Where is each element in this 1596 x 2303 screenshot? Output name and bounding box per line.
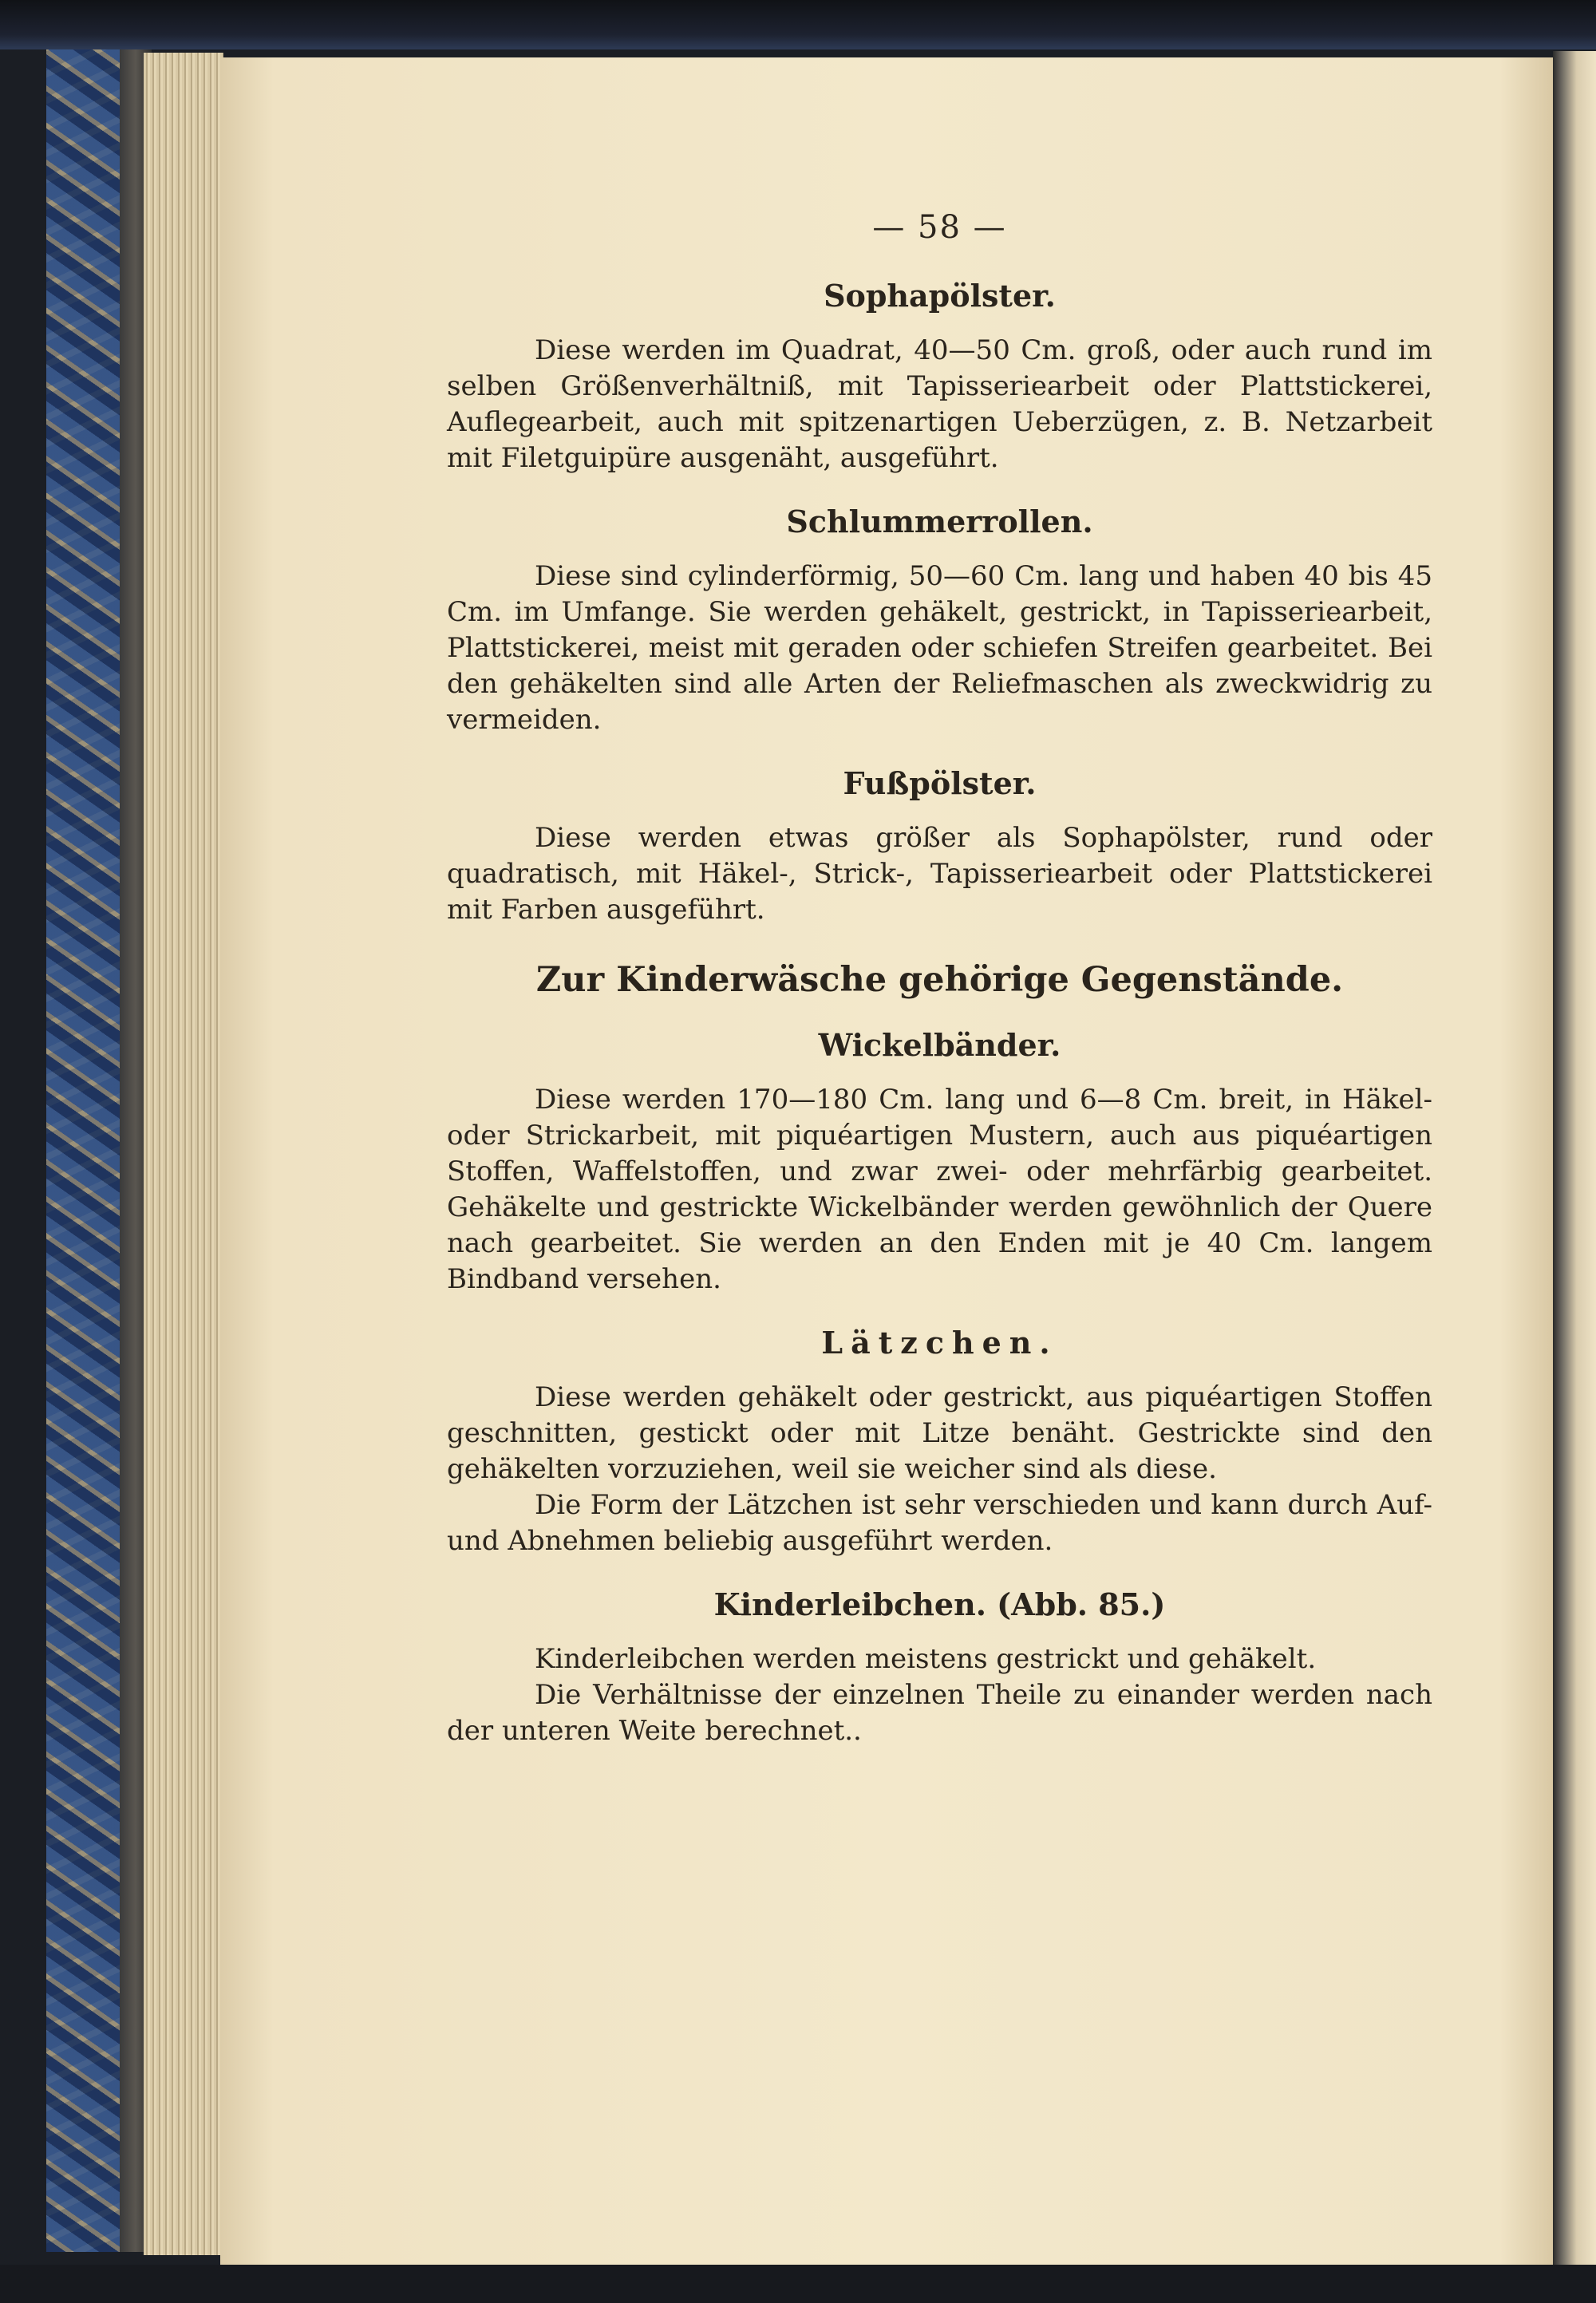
heading-schlummerrollen: Schlummerrollen. <box>786 504 1093 539</box>
page-number: — 58 — <box>872 209 1007 246</box>
scan-background-bottom <box>0 2265 1596 2303</box>
heading-wickelbaender: Wickelbänder. <box>818 1027 1061 1063</box>
paragraph-sophapoelster: Diese werden im Quadrat, 40—50 Cm. groß, oder auch rund im selben Größenverhältniß, mit Tapisseriearbeit oder Plattstickerei, Auflegearbeit, auch mit spitzenartigen Ueberzügen, z. B. Netzarbeit mit Filetguipüre ausgenäht, ausgeführt. <box>447 334 1432 474</box>
paragraph-fusspoelster: Diese werden etwas größer als Sophapölster, rund oder quadratisch, mit Häkel-, Strick-, Tapisseriearbeit oder Plattstickerei mit Farben ausgeführt. <box>447 822 1432 926</box>
chapter-heading: Zur Kinderwäsche gehörige Gegenstände. <box>535 960 1344 1000</box>
paragraph-schlummerrollen: Diese sind cylinderförmig, 50—60 Cm. lang und haben 40 bis 45 Cm. im Umfange. Sie werden gehäkelt, gestrickt, in Tapisseriearbeit, Plattstickerei, meist mit geraden oder schiefen Streifen gearbeitet. Bei den gehäkelten sind alle Arten der Reliefmaschen als zweckwidrig zu vermeiden. <box>447 560 1432 736</box>
heading-sophapoelster: Sophapölster. <box>824 278 1056 314</box>
heading-laetzchen: Lätzchen. <box>821 1325 1058 1361</box>
heading-fusspoelster: Fußpölster. <box>843 765 1037 801</box>
paragraph-kinderleibchen-2: Die Verhältnisse der einzelnen Theile zu einander werden nach der unteren Weite berechnet.. <box>447 1679 1432 1747</box>
page-gutter <box>1553 51 1596 2269</box>
paragraph-kinderleibchen-1: Kinderleibchen werden meistens gestrickt und gehäkelt. <box>535 1643 1317 1675</box>
paragraph-wickelbaender: Diese werden 170—180 Cm. lang und 6—8 Cm. breit, in Häkel- oder Strickarbeit, mit piquéartigen Mustern, auch aus piquéartigen Stoffen, Waffelstoffen, und zwar zwei- oder mehrfärbig gearbeitet. Gehäkelte und gestrickte Wickelbänder werden gewöhnlich der Quere nach gearbeitet. Sie werden an den Enden mit je 40 Cm. langem Bindband versehen. <box>447 1084 1432 1295</box>
page-content <box>447 209 1432 1749</box>
scan-background-top <box>0 0 1596 49</box>
paragraph-laetzchen-2: Die Form der Lätzchen ist sehr verschieden und kann durch Auf- und Abnehmen beliebig ausgeführt werden. <box>447 1489 1432 1557</box>
page-stack-edges <box>144 53 223 2255</box>
paragraph-laetzchen-1: Diese werden gehäkelt oder gestrickt, aus piquéartigen Stoffen geschnitten, gestickt oder mit Litze benäht. Gestrickte sind den gehäkelten vorzuziehen, weil sie weicher sind als diese. <box>447 1381 1432 1485</box>
heading-kinderleibchen: Kinderleibchen. (Abb. 85.) <box>713 1586 1166 1622</box>
